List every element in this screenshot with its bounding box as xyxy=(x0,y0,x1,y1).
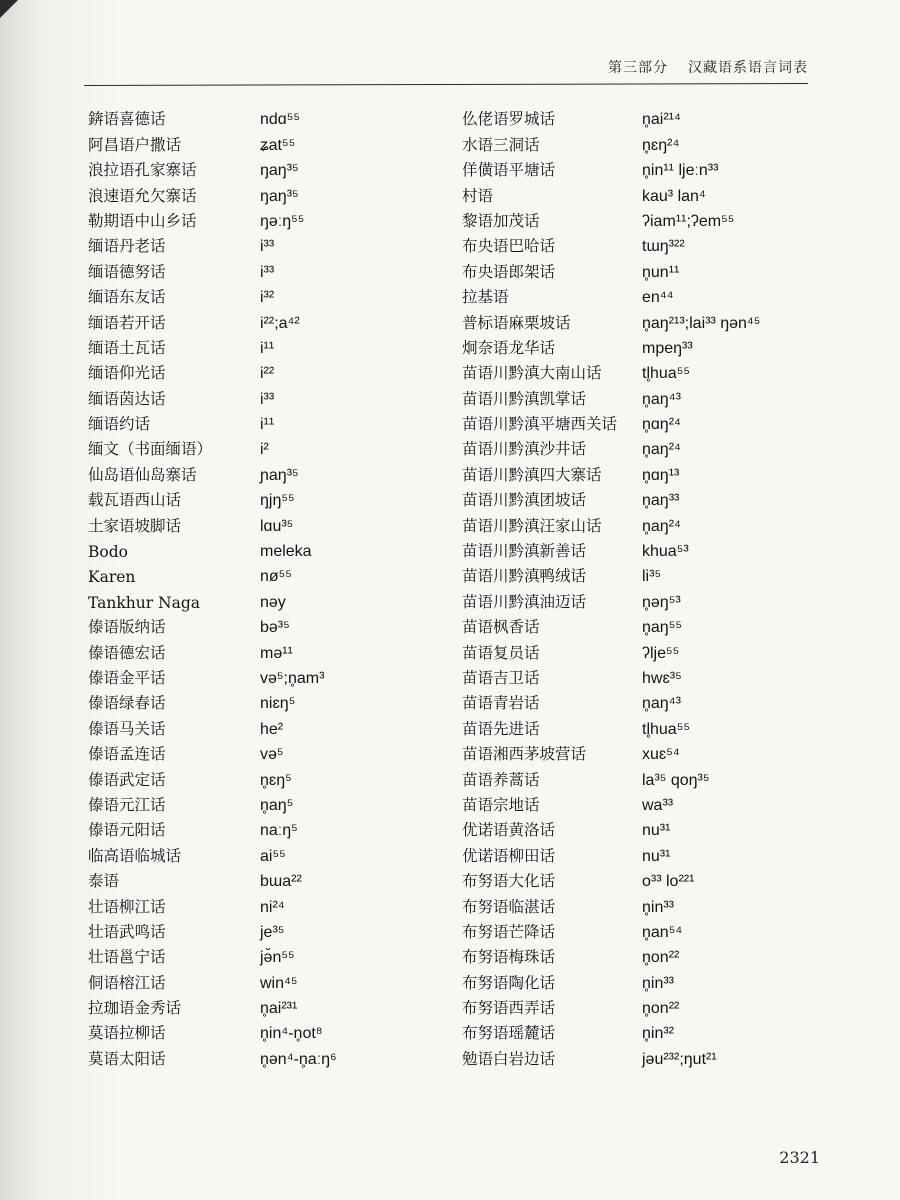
entry-row xyxy=(88,256,448,281)
entry-row xyxy=(462,612,822,637)
page-number: 2321 xyxy=(779,1148,820,1167)
word-form: i²² xyxy=(260,365,275,383)
word-form: ŋaŋ³⁵ xyxy=(260,162,299,180)
language-name: 载瓦语西山话 xyxy=(88,491,182,510)
header-part: 第三部分 xyxy=(608,60,668,76)
language-name: 苗语先进话 xyxy=(462,719,540,738)
language-name: 佯僙语平塘话 xyxy=(462,161,556,180)
entry-row xyxy=(88,942,448,967)
language-name: 苗语川黔滇平塘西关话 xyxy=(462,415,618,434)
entry-row xyxy=(88,1018,448,1043)
entry-row xyxy=(88,840,448,865)
word-form: nu³¹ xyxy=(642,847,671,865)
language-name: 苗语川黔滇团坡话 xyxy=(462,491,587,510)
entry-row xyxy=(88,891,448,916)
word-form: o³³ lo²²¹ xyxy=(642,873,695,891)
entry-row xyxy=(462,586,822,611)
word-form: n̥on²² xyxy=(642,1000,680,1018)
word-form: ŋəːŋ⁵⁵ xyxy=(260,212,305,230)
language-name: 优诺语柳田话 xyxy=(462,846,556,865)
entry-row xyxy=(462,104,822,129)
word-form: je³⁵ xyxy=(260,923,285,941)
word-form: ŋaŋ³⁵ xyxy=(260,187,299,205)
language-name: 勉语白岩边话 xyxy=(462,1049,556,1068)
entry-row xyxy=(88,637,448,662)
word-form: n̥in³³ xyxy=(642,898,675,916)
word-form: n̥on²² xyxy=(642,949,680,967)
word-form: n̥ɑŋ²⁴ xyxy=(642,416,681,434)
word-form: meleka xyxy=(260,543,312,561)
language-name: 缅语若开话 xyxy=(88,313,166,332)
word-form: n̥aŋ⁴³ xyxy=(642,695,681,713)
entry-row xyxy=(88,536,448,561)
language-name: 水语三洞话 xyxy=(462,135,540,154)
entry-row xyxy=(462,536,822,561)
word-form: n̥aŋ²⁴ xyxy=(642,441,681,459)
entry-row xyxy=(88,866,448,891)
word-form: mpeŋ³³ xyxy=(642,339,693,357)
language-name: 拉珈语金秀话 xyxy=(88,999,182,1018)
entry-row xyxy=(88,333,448,358)
entry-row xyxy=(88,790,448,815)
word-form: win⁴⁵ xyxy=(260,974,298,992)
word-form: xuɛ⁵⁴ xyxy=(642,746,680,764)
entry-row xyxy=(88,206,448,231)
entry-row xyxy=(88,231,448,256)
language-name: 莫语拉柳话 xyxy=(88,1024,166,1043)
entry-row xyxy=(462,739,822,764)
entry-row xyxy=(88,383,448,408)
language-name: 缅语丹老话 xyxy=(88,237,166,256)
language-name: 泰语 xyxy=(88,872,120,891)
language-name: 苗语吉卫话 xyxy=(462,668,540,687)
language-name: 壮语武鸣话 xyxy=(88,922,166,941)
language-name: 苗语宗地话 xyxy=(462,795,540,814)
language-name: 傣语孟连话 xyxy=(88,745,166,764)
entry-row xyxy=(88,104,448,129)
word-form: n̥an⁵⁴ xyxy=(642,923,683,941)
entry-row xyxy=(88,764,448,789)
entry-row xyxy=(88,409,448,434)
language-name: 苗语湘西茅坡营话 xyxy=(462,745,587,764)
language-name: 布努语瑶麓话 xyxy=(462,1024,556,1043)
word-form: n̥aŋ⁵⁵ xyxy=(642,619,682,637)
entry-row xyxy=(88,307,448,332)
language-name: 布努语大化话 xyxy=(462,872,556,891)
language-name: 傣语德宏话 xyxy=(88,643,166,662)
language-name: 优诺语黄洛话 xyxy=(462,821,556,840)
word-form: i²²;a⁴² xyxy=(260,314,300,332)
word-form: bə³⁵ xyxy=(260,619,290,637)
word-form: nø⁵⁵ xyxy=(260,568,292,586)
language-name: 缅语土瓦话 xyxy=(88,338,166,357)
word-form: ni²⁴ xyxy=(260,898,285,916)
word-form: n̥ai²¹⁴ xyxy=(642,111,681,129)
entry-row xyxy=(462,485,822,510)
language-name: 苗语川黔滇汪家山话 xyxy=(462,516,602,535)
entry-row xyxy=(88,967,448,992)
entry-row xyxy=(462,383,822,408)
word-form: n̥ɑŋ¹³ xyxy=(642,466,680,484)
word-form: tɯŋ³²² xyxy=(642,238,685,256)
language-name: 苗语养蒿话 xyxy=(462,770,540,789)
entry-row xyxy=(462,510,822,535)
word-form: en⁴⁴ xyxy=(642,289,674,307)
language-name: 錛语喜德话 xyxy=(88,110,166,129)
language-name: 苗语川黔滇四大寨话 xyxy=(462,465,602,484)
entry-row xyxy=(462,637,822,662)
language-name: 壮语柳江话 xyxy=(88,897,166,916)
entry-row xyxy=(462,358,822,383)
word-form: ndɑ⁵⁵ xyxy=(260,111,300,129)
language-name: 傣语马关话 xyxy=(88,719,166,738)
language-name: 缅语约话 xyxy=(88,415,151,434)
entry-row xyxy=(88,510,448,535)
entry-row xyxy=(88,917,448,942)
language-name: 傣语元阳话 xyxy=(88,821,166,840)
language-name: 布央语郎架话 xyxy=(462,262,556,281)
language-name: 苗语复员话 xyxy=(462,643,540,662)
language-name: 仫佬语罗城话 xyxy=(462,110,556,129)
word-form: mə¹¹ xyxy=(260,644,293,662)
language-name: 莫语太阳话 xyxy=(88,1049,166,1068)
entry-row xyxy=(88,282,448,307)
entry-row xyxy=(462,917,822,942)
entry-row xyxy=(88,713,448,738)
header-title: 汉藏语系语言词表 xyxy=(688,60,808,76)
language-name: 傣语版纳话 xyxy=(88,618,166,637)
word-form: n̥un¹¹ xyxy=(642,263,680,281)
language-name: 炯奈语龙华话 xyxy=(462,338,556,357)
language-name: 傣语武定话 xyxy=(88,770,166,789)
entry-row xyxy=(462,155,822,180)
language-name: 土家语坡脚话 xyxy=(88,516,182,535)
language-name: 黎语加茂话 xyxy=(462,211,540,230)
entry-row xyxy=(462,891,822,916)
language-name: Bodo xyxy=(88,543,128,562)
language-name: 苗语青岩话 xyxy=(462,694,540,713)
entry-row xyxy=(462,206,822,231)
entry-row xyxy=(462,180,822,205)
word-form: ŋjŋ⁵⁵ xyxy=(260,492,295,510)
entry-row xyxy=(88,155,448,180)
entry-row xyxy=(88,993,448,1018)
word-form: khua⁵³ xyxy=(642,543,689,561)
language-name: 布努语陶化话 xyxy=(462,973,556,992)
entry-row xyxy=(462,307,822,332)
language-name: 苗语川黔滇新善话 xyxy=(462,542,587,561)
language-name: 缅文（书面缅语） xyxy=(88,440,213,459)
word-form: n̥in¹¹ ljeːn³³ xyxy=(642,162,719,180)
word-form: i³³ xyxy=(260,238,275,256)
word-form: naːŋ⁵ xyxy=(260,822,298,840)
entry-row xyxy=(88,1043,448,1068)
entry-row xyxy=(88,459,448,484)
running-header xyxy=(608,57,808,77)
language-name: 缅语仰光话 xyxy=(88,364,166,383)
entry-row xyxy=(462,1043,822,1068)
entry-row xyxy=(462,282,822,307)
word-form: ʔiam¹¹;ʔem⁵⁵ xyxy=(642,212,735,230)
language-name: 普标语麻栗坡话 xyxy=(462,313,571,332)
word-form: və⁵;n̥am³ xyxy=(260,669,325,687)
word-form: i¹¹ xyxy=(260,416,275,434)
word-form: jəu²³²;ŋut²¹ xyxy=(642,1050,717,1068)
entry-row xyxy=(462,866,822,891)
language-name: 苗语川黔滇鸭绒话 xyxy=(462,567,587,586)
entry-row xyxy=(88,129,448,154)
language-name: 村语 xyxy=(462,186,494,205)
word-form: n̥əŋ⁵³ xyxy=(642,593,681,611)
word-form: ʑat⁵⁵ xyxy=(260,136,296,154)
entry-row xyxy=(88,612,448,637)
language-name: 苗语川黔滇油迈话 xyxy=(462,592,587,611)
word-form: kau³ lan⁴ xyxy=(642,187,706,205)
entry-row xyxy=(88,663,448,688)
entry-row xyxy=(88,434,448,459)
word-form: he² xyxy=(260,720,284,738)
left-column xyxy=(88,104,448,1069)
language-name: 浪拉语孔家寨话 xyxy=(88,161,197,180)
entry-row xyxy=(88,688,448,713)
language-name: 缅语茵达话 xyxy=(88,389,166,408)
language-name: 布央语巴哈话 xyxy=(462,237,556,256)
language-name: 缅语东友话 xyxy=(88,288,166,307)
word-form: i³³ xyxy=(260,390,275,408)
entry-row xyxy=(462,815,822,840)
language-name: Tankhur Naga xyxy=(88,593,201,612)
word-form: və⁵ xyxy=(260,746,284,764)
page-corner-mark xyxy=(0,0,18,18)
word-form: n̥aŋ²¹³;lai³³ ŋən⁴⁵ xyxy=(642,314,761,332)
language-name: 临高语临城话 xyxy=(88,846,182,865)
language-name: Karen xyxy=(88,568,136,587)
word-form: hwɛ³⁵ xyxy=(642,669,682,687)
word-form: n̥ɛŋ²⁴ xyxy=(642,136,680,154)
language-name: 勒期语中山乡话 xyxy=(88,211,197,230)
language-name: 苗语川黔滇大南山话 xyxy=(462,364,602,383)
entry-row xyxy=(462,840,822,865)
entry-row xyxy=(462,993,822,1018)
entry-row xyxy=(462,942,822,967)
word-form: lɑu³⁵ xyxy=(260,517,294,535)
language-name: 缅语德努话 xyxy=(88,262,166,281)
language-name: 傣语元江话 xyxy=(88,795,166,814)
word-form: n̥in⁴-n̥ot⁸ xyxy=(260,1025,323,1043)
entry-row xyxy=(462,967,822,992)
word-form: n̥ɛŋ⁵ xyxy=(260,771,292,789)
word-form: n̥in³² xyxy=(642,1025,675,1043)
language-name: 傣语绿春话 xyxy=(88,694,166,713)
word-form: n̥aŋ⁴³ xyxy=(642,390,681,408)
language-name: 壮语邕宁话 xyxy=(88,948,166,967)
entry-row xyxy=(462,713,822,738)
word-form: bɯa²² xyxy=(260,873,302,891)
header-rule xyxy=(84,83,808,86)
language-name: 傣语金平话 xyxy=(88,668,166,687)
word-form: n̥aŋ³³ xyxy=(642,492,680,510)
entry-row xyxy=(88,485,448,510)
word-form: niɛŋ⁵ xyxy=(260,695,296,713)
word-form: ɲaŋ³⁵ xyxy=(260,466,299,484)
word-form: i³² xyxy=(260,289,275,307)
word-form: ʔlje⁵⁵ xyxy=(642,644,680,662)
entry-row xyxy=(88,586,448,611)
entry-row xyxy=(462,561,822,586)
word-form: la³⁵ qoŋ³⁵ xyxy=(642,771,710,789)
language-name: 布努语芒降话 xyxy=(462,922,556,941)
word-form: i² xyxy=(260,441,269,459)
entry-row xyxy=(462,434,822,459)
word-form: wa³³ xyxy=(642,796,674,814)
entry-row xyxy=(462,333,822,358)
entry-row xyxy=(462,129,822,154)
language-name: 布努语临湛话 xyxy=(462,897,556,916)
language-name: 布努语西弄话 xyxy=(462,999,556,1018)
word-form: tl̥hua⁵⁵ xyxy=(642,720,690,738)
entry-row xyxy=(462,663,822,688)
entry-row xyxy=(462,688,822,713)
language-name: 阿昌语户撒话 xyxy=(88,135,182,154)
entry-row xyxy=(462,764,822,789)
word-form: n̥ai²³¹ xyxy=(260,1000,298,1018)
language-name: 拉基语 xyxy=(462,288,509,307)
language-name: 布努语梅珠话 xyxy=(462,948,556,967)
entry-row xyxy=(88,561,448,586)
word-form: nəy xyxy=(260,593,286,611)
language-name: 浪速语允欠寨话 xyxy=(88,186,197,205)
word-form: n̥aŋ²⁴ xyxy=(642,517,681,535)
entry-row xyxy=(462,459,822,484)
word-form: ai⁵⁵ xyxy=(260,847,286,865)
language-name: 苗语川黔滇凯掌话 xyxy=(462,389,587,408)
entry-row xyxy=(462,231,822,256)
word-form: n̥ən⁴-n̥aːŋ⁶ xyxy=(260,1050,337,1068)
word-form: i¹¹ xyxy=(260,339,275,357)
word-form: jə̆n⁵⁵ xyxy=(260,949,295,967)
word-form: tl̥hua⁵⁵ xyxy=(642,365,690,383)
language-name: 苗语川黔滇沙井话 xyxy=(462,440,587,459)
right-column xyxy=(462,104,822,1069)
entry-row xyxy=(88,180,448,205)
entry-row xyxy=(88,815,448,840)
entry-row xyxy=(88,358,448,383)
entry-row xyxy=(462,256,822,281)
word-form: n̥aŋ⁵ xyxy=(260,796,294,814)
word-form: nu³¹ xyxy=(642,822,671,840)
word-form: i³³ xyxy=(260,263,275,281)
entry-row xyxy=(88,739,448,764)
entry-row xyxy=(462,409,822,434)
language-name: 苗语枫香话 xyxy=(462,618,540,637)
word-form: li³⁵ xyxy=(642,568,662,586)
word-form: n̥in³³ xyxy=(642,974,675,992)
entry-row xyxy=(462,790,822,815)
language-name: 侗语榕江话 xyxy=(88,973,166,992)
language-name: 仙岛语仙岛寨话 xyxy=(88,465,197,484)
entry-row xyxy=(462,1018,822,1043)
